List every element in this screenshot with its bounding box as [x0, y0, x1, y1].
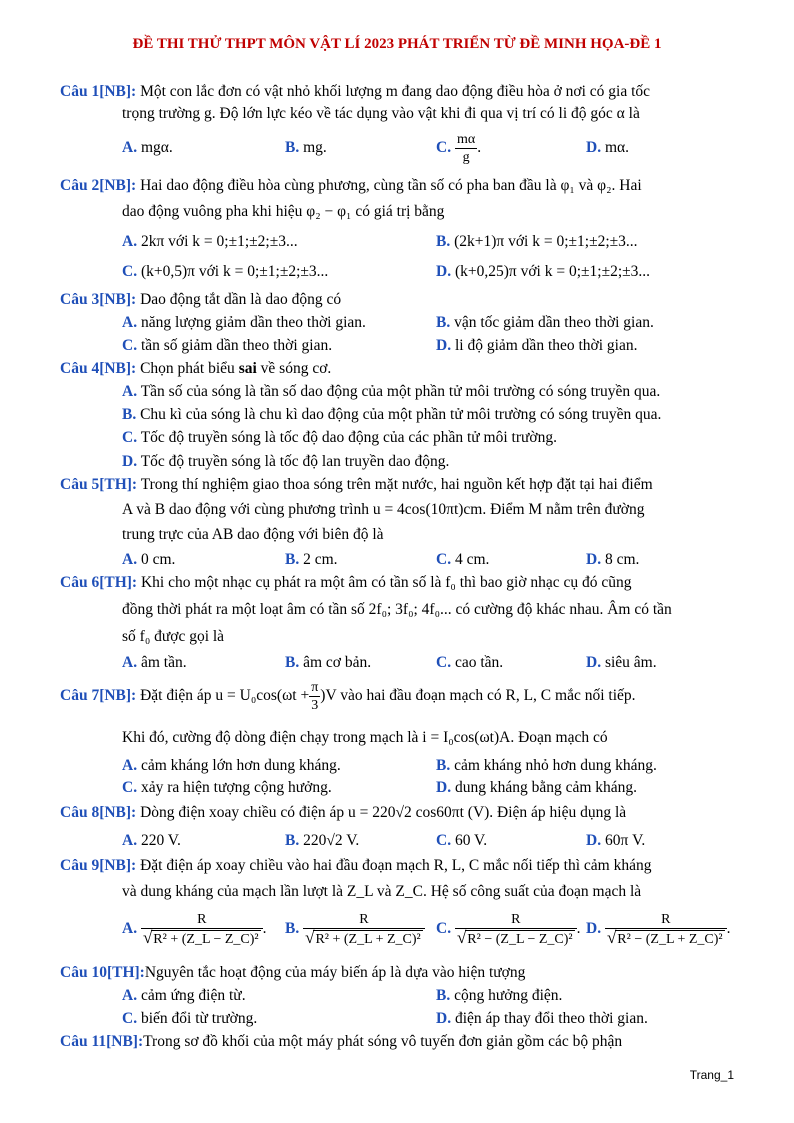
q8-option-b[interactable]: B. 220√2 V. — [285, 832, 360, 849]
q8-option-c[interactable]: C. 60 V. — [436, 832, 488, 849]
question-6-line2: đồng thời phát ra một loạt âm có tần số 2f₀; 3f₀; 4f₀... có cường độ khác nhau. Âm có tần — [122, 601, 672, 618]
question-5-line2: A và B dao động với cùng phương trình u = 4cos(10πt)cm. Điểm M nằm trên đường — [122, 501, 645, 518]
q10-option-b[interactable]: B. cộng hưởng điện. — [436, 987, 563, 1004]
q8-option-d[interactable]: D. 60π V. — [586, 832, 646, 849]
q6-option-a[interactable]: A. âm tần. — [122, 654, 187, 671]
question-1: Câu 1[NB]: Một con lắc đơn có vật nhỏ khối lượng m đang dao động điều hòa ở nơi có gia tốc — [60, 83, 651, 100]
q5-option-c[interactable]: C. 4 cm. — [436, 551, 490, 568]
question-8: Câu 8[NB]: Dòng điện xoay chiều có điện áp u = 220√2 cos60πt (V). Điện áp hiệu dụng là — [60, 804, 627, 821]
question-4: Câu 4[NB]: Chọn phát biểu sai về sóng cơ. — [60, 360, 332, 377]
question-9: Câu 9[NB]: Đặt điện áp xoay chiều vào hai đầu đoạn mạch R, L, C mắc nối tiếp thì cảm kháng — [60, 857, 652, 874]
q2-option-b[interactable]: B. (2k+1)π với k = 0;±1;±2;±3... — [436, 233, 638, 250]
question-6: Câu 6[TH]: Khi cho một nhạc cụ phát ra một âm có tần số là f₀ thì bao giờ nhạc cụ đó cũng — [60, 574, 632, 591]
question-5: Câu 5[TH]: Trong thí nghiệm giao thoa sóng trên mặt nước, hai nguồn kết hợp đặt tại hai điểm — [60, 476, 653, 493]
q5-option-a[interactable]: A. 0 cm. — [122, 551, 176, 568]
q6-option-b[interactable]: B. âm cơ bản. — [285, 654, 372, 671]
question-10: Câu 10[TH]:Nguyên tắc hoạt động của máy biến áp là dựa vào hiện tượng — [60, 964, 526, 981]
q5-option-b[interactable]: B. 2 cm. — [285, 551, 338, 568]
question-6-line3: số f₀ được gọi là — [122, 628, 225, 645]
q2-option-a[interactable]: A. 2kπ với k = 0;±1;±2;±3... — [122, 233, 298, 250]
q10-option-c[interactable]: C. biến đổi từ trường. — [122, 1010, 258, 1027]
q7-option-d[interactable]: D. dung kháng bằng cảm kháng. — [436, 779, 638, 796]
page-footer: Trang_1 — [689, 1068, 734, 1082]
q9-option-b[interactable]: B. $\frac{R}{\text{√R² + (Z\_L + Z\_C)²}}$ — [285, 906, 425, 952]
q9-option-a[interactable]: A. $\frac{R}{\text{√R² + (Z\_L − Z\_C)²}}$ . — [122, 911, 267, 947]
q7-option-a[interactable]: A. cảm kháng lớn hơn dung kháng. — [122, 757, 341, 774]
q5-option-d[interactable]: D. 8 cm. — [586, 551, 640, 568]
question-3: Câu 3[NB]: Dao động tắt dần là dao động có — [60, 291, 342, 308]
q8-option-a[interactable]: A. 220 V. — [122, 832, 181, 849]
q3-option-b[interactable]: B. vận tốc giảm dần theo thời gian. — [436, 314, 654, 331]
question-7: Câu 7[NB]: Đặt điện áp u = U₀cos(ωt + $\frac{\pi}{3}$ )V vào hai đầu đoạn mạch có R, L, C mắc nối tiếp. — [60, 679, 636, 713]
question-1-line2: trọng trường g. Độ lớn lực kéo về tác dụng vào vật khi đi qua vị trí có li độ góc α là — [122, 105, 640, 122]
q4-option-c[interactable]: C. Tốc độ truyền sóng là tốc độ dao động của các phần tử môi trường. — [122, 429, 557, 446]
q1-option-b[interactable]: B. mg. — [285, 139, 327, 156]
q4-option-a[interactable]: A. Tần số của sóng là tần số dao động của một phần tử môi trường có sóng truyền qua. — [122, 383, 661, 400]
q9-option-d[interactable]: D. $\frac{R}{\text{√R² − (Z\_L + Z\_C)²}}$ . — [586, 911, 731, 947]
q3-option-d[interactable]: D. li độ giảm dần theo thời gian. — [436, 337, 638, 354]
q2-option-c[interactable]: C. (k+0,5)π với k = 0;±1;±2;±3... — [122, 263, 329, 280]
q1-option-a[interactable]: A. mgα. — [122, 139, 173, 156]
question-2: Câu 2[NB]: Hai dao động điều hòa cùng phương, cùng tần số có pha ban đầu là φ₁ và φ₂. Hai — [60, 177, 642, 194]
question-11: Câu 11[NB]:Trong sơ đồ khối của một máy phát sóng vô tuyến đơn giản gồm các bộ phận — [60, 1033, 623, 1050]
question-5-line3: trung trực của AB dao động với biên độ là — [122, 526, 384, 543]
question-7-line2: Khi đó, cường độ dòng điện chạy trong mạch là i = I₀cos(ωt)A. Đoạn mạch có — [122, 729, 608, 746]
q1-option-d[interactable]: D. mα. — [586, 139, 630, 156]
q10-option-a[interactable]: A. cảm ứng điện từ. — [122, 987, 246, 1004]
q4-option-b[interactable]: B. Chu kì của sóng là chu kì dao động của một phần tử môi trường có sóng truyền qua. — [122, 406, 662, 423]
q3-option-c[interactable]: C. tần số giảm dần theo thời gian. — [122, 337, 333, 354]
q6-option-c[interactable]: C. cao tần. — [436, 654, 504, 671]
question-9-line2: và dung kháng của mạch lần lượt là Z_L và Z_C. Hệ số công suất của đoạn mạch là — [122, 883, 642, 900]
q9-option-c[interactable]: C. $\frac{R}{\text{√R² − (Z\_L − Z\_C)²}}$ . — [436, 911, 581, 947]
q7-option-b[interactable]: B. cảm kháng nhỏ hơn dung kháng. — [436, 757, 657, 774]
q2-option-d[interactable]: D. (k+0,25)π với k = 0;±1;±2;±3... — [436, 263, 651, 280]
q1-option-c[interactable]: C. $\frac{m\alpha}{g}$ . — [436, 131, 482, 165]
q3-option-a[interactable]: A. năng lượng giảm dần theo thời gian. — [122, 314, 366, 331]
question-2-line2: dao động vuông pha khi hiệu φ₂ − φ₁ có giá trị bằng — [122, 203, 445, 220]
q6-option-d[interactable]: D. siêu âm. — [586, 654, 657, 671]
q7-option-c[interactable]: C. xảy ra hiện tượng cộng hưởng. — [122, 779, 332, 796]
exam-title: ĐỀ THI THỬ THPT MÔN VẬT LÍ 2023 PHÁT TRIỂN TỪ ĐỀ MINH HỌA-ĐỀ 1 — [132, 36, 662, 52]
q4-option-d[interactable]: D. Tốc độ truyền sóng là tốc độ lan truyền dao động. — [122, 453, 450, 470]
q10-option-d[interactable]: D. điện áp thay đổi theo thời gian. — [436, 1010, 648, 1027]
